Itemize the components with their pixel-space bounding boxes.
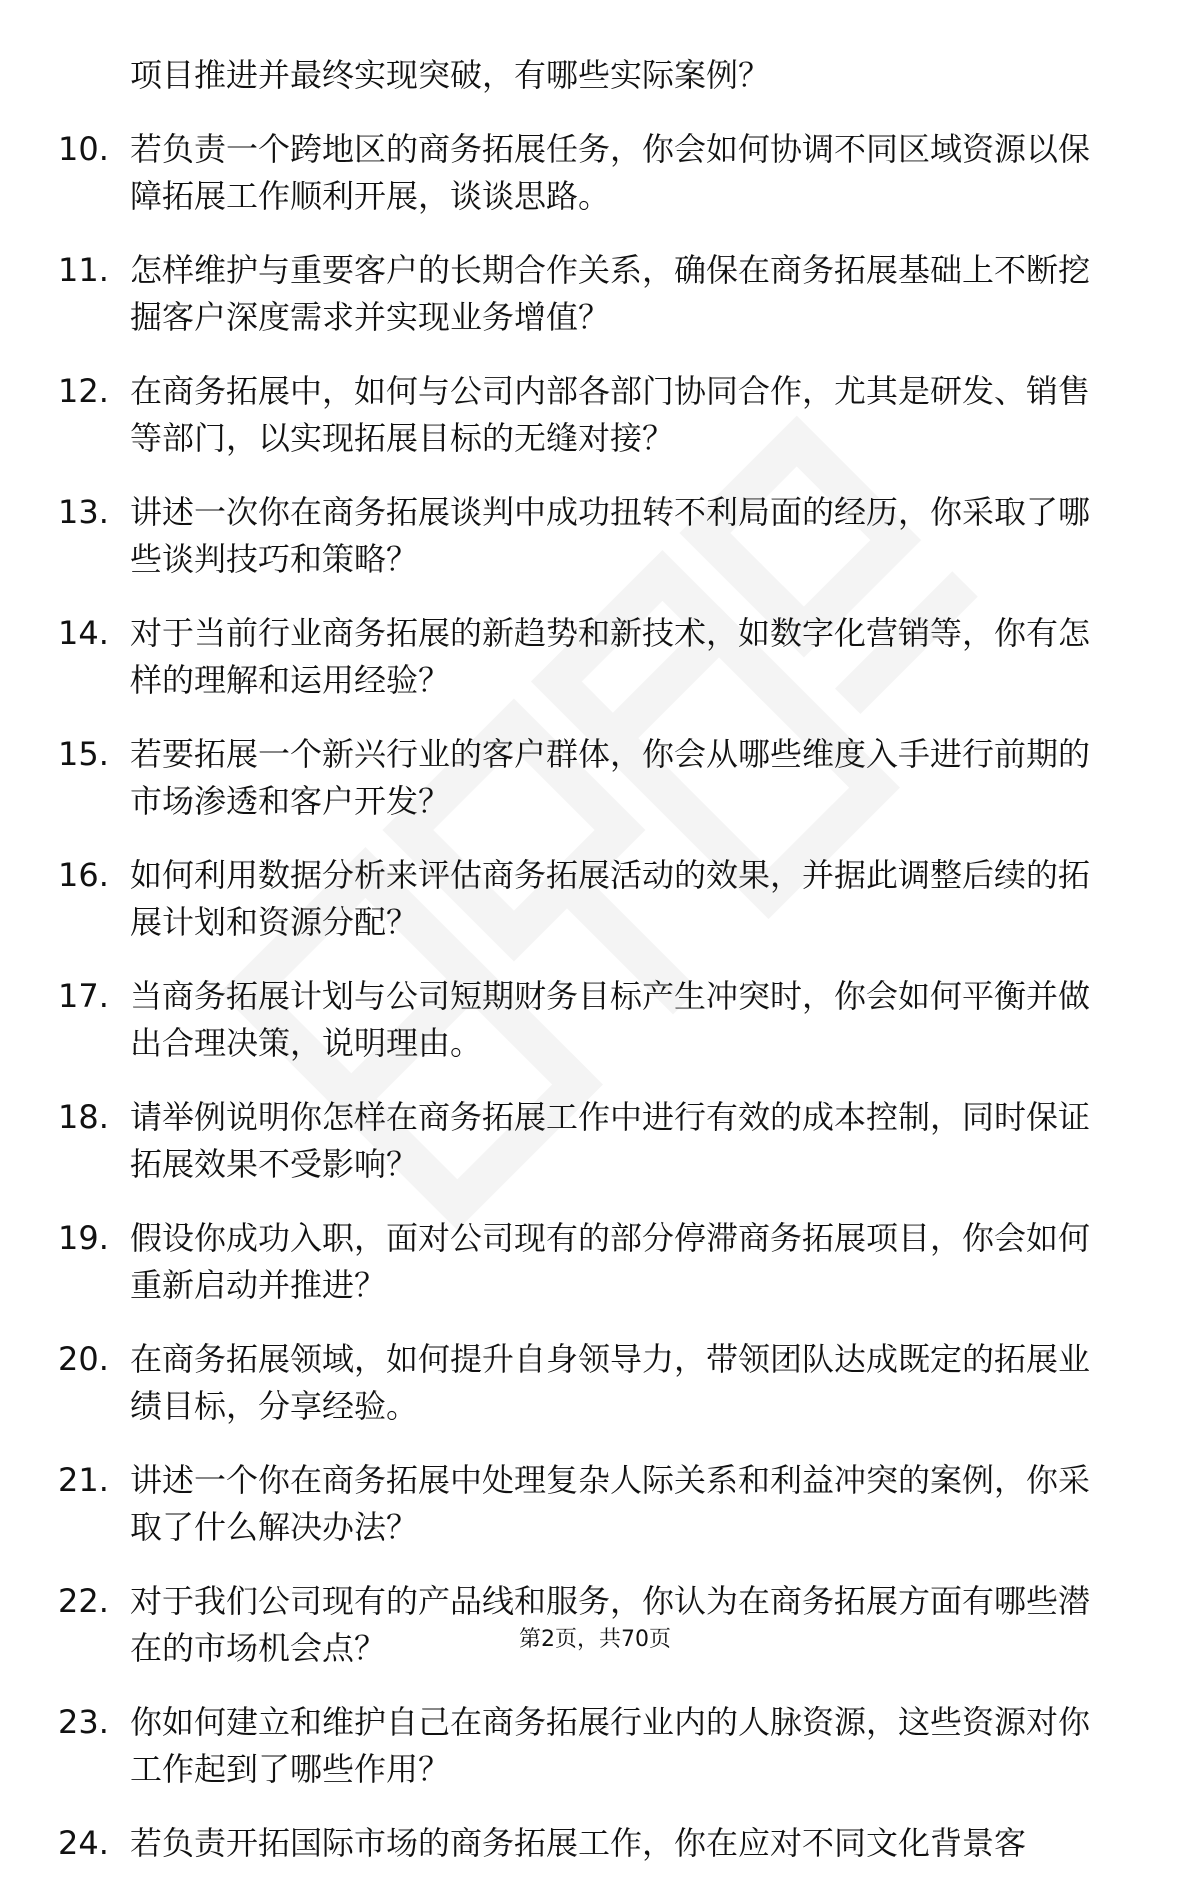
question-number: 13. bbox=[58, 493, 109, 531]
list-item bbox=[58, 731, 1118, 825]
list-item bbox=[58, 1457, 1118, 1551]
list-item bbox=[58, 610, 1118, 704]
question-text: 当商务拓展计划与公司短期财务目标产生冲突时，你会如何平衡并做出合理决策，说明理由。 bbox=[130, 977, 1091, 1062]
question-text: 假设你成功入职，面对公司现有的部分停滞商务拓展项目，你会如何重新启动并推进？ bbox=[130, 1219, 1091, 1304]
question-text: 你如何建立和维护自己在商务拓展行业内的人脉资源，这些资源对你工作起到了哪些作用？ bbox=[130, 1703, 1091, 1788]
question-text: 对于当前行业商务拓展的新趋势和新技术，如数字化营销等，你有怎样的理解和运用经验？ bbox=[130, 614, 1091, 699]
list-item bbox=[58, 126, 1118, 220]
question-text: 对于我们公司现有的产品线和服务，你认为在商务拓展方面有哪些潜在的市场机会点？ bbox=[130, 1582, 1091, 1667]
question-number: 17. bbox=[58, 977, 109, 1015]
question-number: 14. bbox=[58, 614, 109, 652]
list-item bbox=[58, 1820, 1118, 1867]
list-item bbox=[58, 368, 1118, 462]
list-item bbox=[58, 1215, 1118, 1309]
question-number: 16. bbox=[58, 856, 109, 894]
question-text: 讲述一个你在商务拓展中处理复杂人际关系和利益冲突的案例，你采取了什么解决办法？ bbox=[130, 1461, 1091, 1546]
question-text: 若负责一个跨地区的商务拓展任务，你会如何协调不同区域资源以保障拓展工作顺利开展，谈谈思路。 bbox=[130, 130, 1091, 215]
question-number: 20. bbox=[58, 1340, 109, 1378]
question-text: 怎样维护与重要客户的长期合作关系，确保在商务拓展基础上不断挖掘客户深度需求并实现业务增值？ bbox=[130, 251, 1091, 336]
question-number: 18. bbox=[58, 1098, 109, 1136]
question-text: 讲述一次你在商务拓展谈判中成功扭转不利局面的经历，你采取了哪些谈判技巧和策略？ bbox=[130, 493, 1091, 578]
continuation-text: 项目推进并最终实现突破，有哪些实际案例？ bbox=[130, 56, 771, 94]
question-number: 10. bbox=[58, 130, 109, 168]
list-item bbox=[58, 1336, 1118, 1430]
question-number: 11. bbox=[58, 251, 109, 289]
question-number: 21. bbox=[58, 1461, 109, 1499]
question-text: 请举例说明你怎样在商务拓展工作中进行有效的成本控制，同时保证拓展效果不受影响？ bbox=[130, 1098, 1091, 1183]
question-text: 在商务拓展领域，如何提升自身领导力，带领团队达成既定的拓展业绩目标，分享经验。 bbox=[130, 1340, 1091, 1425]
question-text: 在商务拓展中，如何与公司内部各部门协同合作，尤其是研发、销售等部门，以实现拓展目标的无缝对接？ bbox=[130, 372, 1091, 457]
list-item bbox=[58, 489, 1118, 583]
list-item bbox=[58, 1094, 1118, 1188]
question-list bbox=[58, 126, 1118, 1867]
question-number: 22. bbox=[58, 1582, 109, 1620]
question-text: 如何利用数据分析来评估商务拓展活动的效果，并据此调整后续的拓展计划和资源分配？ bbox=[130, 856, 1091, 941]
question-number: 19. bbox=[58, 1219, 109, 1257]
question-content bbox=[58, 52, 1118, 1894]
list-item bbox=[58, 247, 1118, 341]
question-text: 若要拓展一个新兴行业的客户群体，你会从哪些维度入手进行前期的市场渗透和客户开发？ bbox=[130, 735, 1091, 820]
list-item bbox=[58, 852, 1118, 946]
question-number: 15. bbox=[58, 735, 109, 773]
page-indicator: 第2页，共70页 bbox=[519, 1627, 671, 1652]
list-item bbox=[58, 1699, 1118, 1793]
question-text: 若负责开拓国际市场的商务拓展工作，你在应对不同文化背景客 bbox=[130, 1824, 1027, 1862]
question-number: 12. bbox=[58, 372, 109, 410]
list-item bbox=[58, 973, 1118, 1067]
question-number: 24. bbox=[58, 1824, 109, 1862]
question-number: 23. bbox=[58, 1703, 109, 1741]
